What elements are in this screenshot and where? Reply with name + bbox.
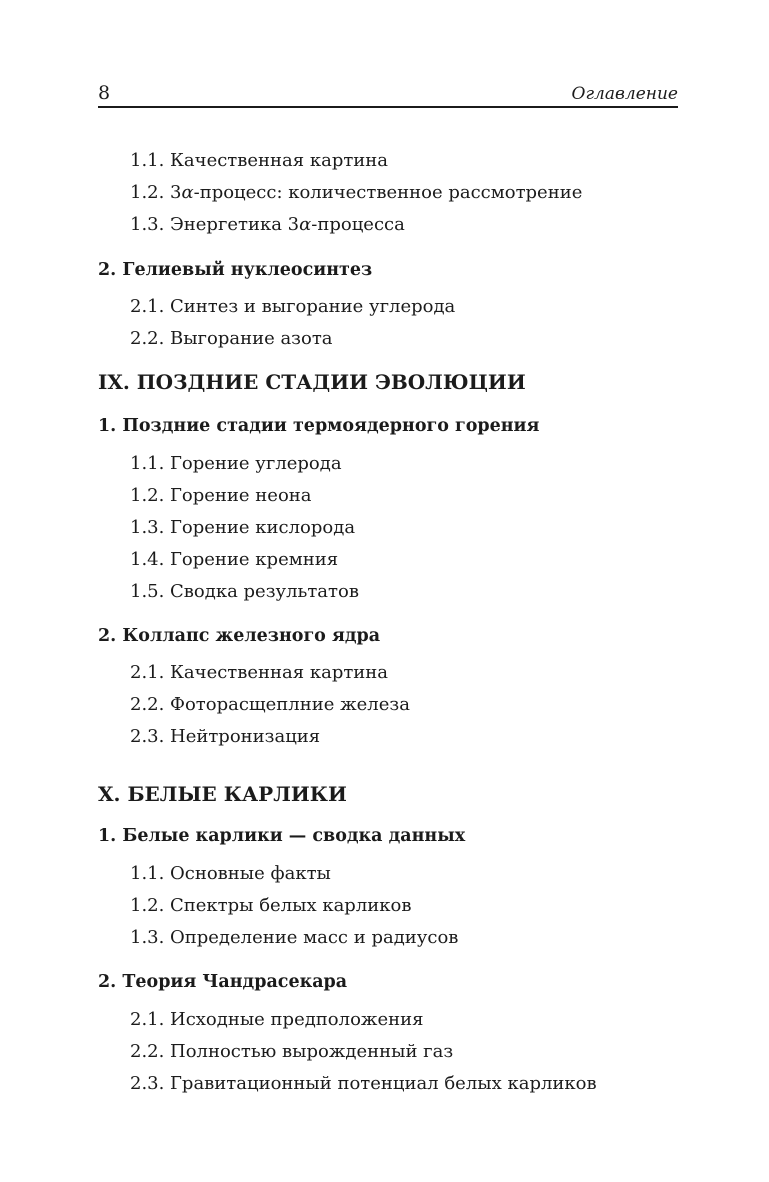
toc-entry[interactable] — [130, 726, 320, 747]
entry-title: Исходные предположения — [170, 1009, 424, 1030]
entry-title: Определение масс и радиусов — [170, 927, 459, 948]
toc-entry[interactable] — [130, 517, 355, 538]
entry-number: 2.1. — [130, 662, 165, 683]
section-heading[interactable]: 1. Белые карлики — сводка данных — [98, 826, 466, 846]
toc-entry[interactable] — [130, 150, 388, 171]
entry-number: 1.3. — [130, 214, 165, 235]
entry-number: 2.2. — [130, 1041, 165, 1062]
entry-title-post: -процесс: количественное рассмотрение — [193, 182, 583, 203]
toc-entry[interactable] — [130, 1041, 453, 1062]
entry-number: 2.1. — [130, 1009, 165, 1030]
entry-title: Основные факты — [170, 863, 331, 884]
section-heading[interactable]: 2. Коллапс железного ядра — [98, 626, 381, 646]
entry-number: 2.3. — [130, 1073, 165, 1094]
entry-number: 1.2. — [130, 182, 165, 203]
entry-number: 1.2. — [130, 895, 165, 916]
toc-entry[interactable] — [130, 296, 455, 317]
entry-title: Синтез и выгорание углерода — [170, 296, 456, 317]
chapter-heading[interactable]: IX. ПОЗДНИЕ СТАДИИ ЭВОЛЮЦИИ — [98, 370, 526, 394]
toc-entry[interactable] — [130, 1009, 423, 1030]
entry-title-post: -процесса — [311, 214, 405, 235]
entry-title: Полностью вырожденный газ — [170, 1041, 454, 1062]
alpha-symbol: α — [181, 182, 194, 203]
section-heading[interactable]: 2. Гелиевый нуклеосинтез — [98, 260, 373, 280]
entry-title: Горение неона — [170, 485, 312, 506]
entry-title: Спектры белых карликов — [170, 895, 412, 916]
entry-title: Гравитационный потенциал белых карликов — [170, 1073, 597, 1094]
entry-number: 1.2. — [130, 485, 165, 506]
entry-title: Нейтронизация — [170, 726, 321, 747]
entry-number: 2.2. — [130, 694, 165, 715]
section-heading[interactable]: 1. Поздние стадии термоядерного горения — [98, 416, 540, 436]
toc-entry[interactable] — [130, 328, 333, 349]
entry-title: Качественная картина — [170, 662, 389, 683]
toc-entry[interactable] — [130, 927, 458, 948]
entry-title: Фоторасщеплние железа — [170, 694, 410, 715]
entry-title: Качественная картина — [170, 150, 389, 171]
section-heading[interactable]: 2. Теория Чандрасекара — [98, 972, 348, 992]
toc-entry[interactable] — [130, 662, 388, 683]
entry-number: 1.1. — [130, 453, 165, 474]
entry-title: Горение кремния — [170, 549, 339, 570]
entry-number: 1.1. — [130, 863, 165, 884]
entry-title: Горение углерода — [170, 453, 342, 474]
entry-number: 1.5. — [130, 581, 165, 602]
entry-title-pre: 3 — [170, 182, 182, 203]
toc-entry[interactable] — [130, 549, 338, 570]
entry-number: 2.1. — [130, 296, 165, 317]
entry-number: 1.1. — [130, 150, 165, 171]
toc-entry[interactable] — [130, 453, 342, 474]
toc-entry[interactable] — [130, 895, 411, 916]
toc-entry[interactable] — [130, 694, 410, 715]
entry-title-pre: Энергетика 3 — [170, 214, 300, 235]
toc-entry[interactable] — [130, 863, 331, 884]
toc-entry[interactable] — [130, 214, 405, 235]
entry-title: Горение кислорода — [170, 517, 356, 538]
entry-number: 1.3. — [130, 927, 165, 948]
entry-number: 2.2. — [130, 328, 165, 349]
toc-entry[interactable] — [130, 1073, 597, 1094]
entry-title: Сводка результатов — [170, 581, 359, 602]
entry-number: 2.3. — [130, 726, 165, 747]
toc-entry[interactable] — [130, 182, 582, 203]
entry-title: Выгорание азота — [170, 328, 333, 349]
running-head: Оглавление — [571, 84, 678, 104]
entry-number: 1.4. — [130, 549, 165, 570]
page-number: 8 — [98, 82, 111, 104]
entry-number: 1.3. — [130, 517, 165, 538]
page-header — [98, 80, 678, 108]
toc-entry[interactable] — [130, 581, 359, 602]
chapter-heading[interactable]: X. БЕЛЫЕ КАРЛИКИ — [98, 782, 347, 806]
toc-entry[interactable] — [130, 485, 312, 506]
alpha-symbol: α — [299, 214, 312, 235]
